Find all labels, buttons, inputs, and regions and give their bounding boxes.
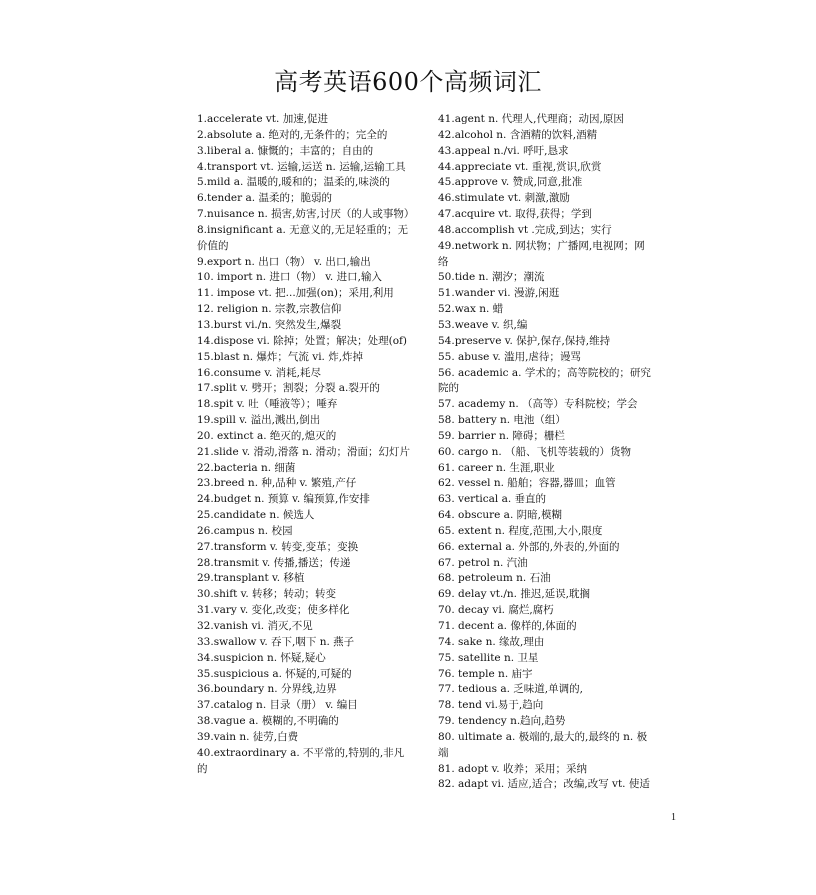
vocab-entry: 77. tedious a. 乏味道,单调的, bbox=[438, 683, 583, 696]
vocab-entry: 71. decent a. 像样的,体面的 bbox=[438, 620, 577, 632]
vocab-entry: 64. obscure a. 阴暗,模糊 bbox=[438, 509, 562, 522]
vocab-entry: 40.extraordinary a. 不平常的,特别的,非凡的 bbox=[197, 746, 405, 775]
vocab-entry: 20. extinct a. 绝灭的,熄灭的 bbox=[197, 429, 337, 442]
vocab-entry: 52.wax n. 蜡 bbox=[438, 303, 504, 316]
vocab-entry: 32.vanish vi. 消灭,不见 bbox=[197, 620, 313, 632]
vocab-entry: 74. sake n. 缘故,理由 bbox=[438, 635, 545, 648]
vocab-entry: 42.alcohol n. 含酒精的饮料,酒精 bbox=[438, 128, 598, 141]
vocab-entry: 29.transplant v. 移植 bbox=[197, 572, 305, 585]
vocab-entry: 5.mild a. 温暖的,暖和的；温柔的,味淡的 bbox=[197, 176, 390, 189]
vocab-entry: 11. impose vt. 把...加强(on)；采用,利用 bbox=[197, 287, 394, 300]
vocab-entry: 25.candidate n. 候选人 bbox=[197, 509, 315, 522]
vocab-entry: 12. religion n. 宗教,宗教信仰 bbox=[197, 303, 342, 316]
vocab-entry: 41.agent n. 代理人,代理商；动因,原因 bbox=[438, 113, 624, 125]
vocab-entry: 19.spill v. 溢出,溅出,倒出 bbox=[197, 414, 321, 427]
vocab-entry: 45.approve v. 赞成,同意,批准 bbox=[438, 176, 583, 189]
vocab-entry: 69. delay vt./n. 推迟,延误,耽搁 bbox=[438, 588, 590, 601]
vocab-entry: 67. petrol n. 汽油 bbox=[438, 556, 528, 569]
vocab-entry: 23.breed n. 种,品种 v. 繁殖,产仔 bbox=[197, 477, 357, 490]
vocab-entry: 27.transform v. 转变,变革；变换 bbox=[197, 540, 359, 553]
vocab-entry: 8.insignificant a. 无意义的,无足轻重的；无价值的 bbox=[197, 223, 408, 252]
vocab-column-right bbox=[438, 112, 653, 793]
vocab-entry: 18.spit v. 吐（唾液等）；唾弃 bbox=[197, 398, 338, 411]
vocab-entry: 34.suspicion n. 怀疑,疑心 bbox=[197, 651, 326, 664]
vocab-entry: 24.budget n. 预算 v. 编预算,作安排 bbox=[197, 493, 370, 506]
vocab-entry: 30.shift v. 转移；转动；转变 bbox=[197, 588, 337, 601]
vocab-entry: 55. abuse v. 滥用,虐待；谩骂 bbox=[438, 350, 581, 363]
vocab-entry: 37.catalog n. 目录（册） v. 编目 bbox=[197, 699, 358, 712]
vocab-entry: 14.dispose vi. 除掉；处置；解决；处理(of) bbox=[197, 334, 408, 347]
vocab-entry: 43.appeal n./vi. 呼吁,恳求 bbox=[438, 144, 569, 157]
vocab-entry: 68. petroleum n. 石油 bbox=[438, 572, 551, 585]
vocab-entry: 31.vary v. 变化,改变；使多样化 bbox=[197, 604, 350, 617]
vocab-entry: 79. tendency n.趋向,趋势 bbox=[438, 715, 566, 728]
vocab-entry: 46.stimulate vt. 刺激,激励 bbox=[438, 192, 570, 205]
vocab-entry: 44.appreciate vt. 重视,赏识,欣赏 bbox=[438, 160, 602, 173]
vocab-entry: 57. academy n. （高等）专科院校；学会 bbox=[438, 398, 638, 411]
vocab-entry: 13.burst vi./n. 突然发生,爆裂 bbox=[197, 318, 342, 331]
vocab-entry: 49.network n. 网状物；广播网,电视网；网络 bbox=[438, 239, 645, 268]
vocab-entry: 47.acquire vt. 取得,获得；学到 bbox=[438, 208, 592, 221]
vocab-entry: 80. ultimate a. 极端的,最大的,最终的 n. 极端 bbox=[438, 730, 648, 759]
page-title: 高考英语600个高频词汇 bbox=[274, 68, 542, 96]
vocab-entry: 65. extent n. 程度,范围,大小,限度 bbox=[438, 524, 603, 537]
vocab-entry: 17.split v. 劈开；割裂；分裂 a.裂开的 bbox=[197, 382, 380, 395]
vocab-entry: 26.campus n. 校园 bbox=[197, 524, 293, 537]
vocab-entry: 66. external a. 外部的,外表的,外面的 bbox=[438, 540, 620, 553]
vocab-entry: 22.bacteria n. 细菌 bbox=[197, 461, 296, 474]
vocab-entry: 3.liberal a. 慷慨的；丰富的；自由的 bbox=[197, 144, 374, 157]
vocab-entry: 15.blast n. 爆炸；气流 vi. 炸,炸掉 bbox=[197, 350, 364, 363]
vocab-entry: 61. career n. 生涯,职业 bbox=[438, 461, 555, 474]
vocab-entry: 4.transport vt. 运输,运送 n. 运输,运输工具 bbox=[197, 160, 406, 173]
vocab-column-left bbox=[197, 112, 415, 777]
vocab-entry: 76. temple n. 庙宇 bbox=[438, 667, 533, 680]
vocab-entry: 39.vain n. 徒劳,白费 bbox=[197, 730, 299, 743]
vocab-entry: 1.accelerate vt. 加速,促进 bbox=[197, 113, 329, 125]
vocab-entry: 21.slide v. 滑动,滑落 n. 滑动；滑面；幻灯片 bbox=[197, 445, 411, 458]
vocab-entry: 54.preserve v. 保护,保存,保持,维持 bbox=[438, 334, 611, 347]
vocab-entry: 38.vague a. 模糊的,不明确的 bbox=[197, 715, 339, 728]
vocab-entry: 63. vertical a. 垂直的 bbox=[438, 493, 547, 506]
vocab-entry: 16.consume v. 消耗,耗尽 bbox=[197, 366, 322, 379]
vocab-entry: 36.boundary n. 分界线,边界 bbox=[197, 683, 337, 696]
vocab-entry: 7.nuisance n. 损害,妨害,讨厌（的人或事物） bbox=[197, 208, 415, 221]
vocab-entry: 51.wander vi. 漫游,闲逛 bbox=[438, 287, 560, 300]
vocab-entry: 9.export n. 出口（物） v. 出口,输出 bbox=[197, 255, 371, 268]
vocab-entry: 59. barrier n. 障碍；栅栏 bbox=[438, 429, 565, 442]
vocab-entry: 81. adopt v. 收养；采用；采纳 bbox=[438, 762, 587, 775]
vocab-entry: 10. import n. 进口（物） v. 进口,输入 bbox=[197, 271, 382, 284]
vocab-entry: 48.accomplish vt .完成,到达；实行 bbox=[438, 223, 612, 236]
vocab-entry: 60. cargo n. （船、飞机等装载的）货物 bbox=[438, 445, 632, 458]
vocab-entry: 62. vessel n. 船舶；容器,器皿；血管 bbox=[438, 477, 616, 490]
vocab-entry: 6.tender a. 温柔的；脆弱的 bbox=[197, 192, 332, 205]
vocab-entry: 58. battery n. 电池（组） bbox=[438, 414, 566, 427]
vocab-entry: 70. decay vi. 腐烂,腐朽 bbox=[438, 604, 554, 617]
vocab-entry: 35.suspicious a. 怀疑的,可疑的 bbox=[197, 667, 352, 680]
page-number: 1 bbox=[671, 812, 676, 823]
vocab-entry: 50.tide n. 潮汐；潮流 bbox=[438, 271, 545, 284]
vocab-entry: 53.weave v. 织,编 bbox=[438, 318, 528, 331]
vocab-entry: 78. tend vi.易于,趋向 bbox=[438, 699, 544, 712]
vocab-entry: 82. adapt vi. 适应,适合；改编,改写 vt. 使适 bbox=[438, 778, 650, 791]
vocab-entry: 33.swallow v. 吞下,咽下 n. 燕子 bbox=[197, 635, 355, 648]
vocab-entry: 2.absolute a. 绝对的,无条件的；完全的 bbox=[197, 128, 388, 141]
vocab-entry: 56. academic a. 学术的；高等院校的；研究院的 bbox=[438, 366, 651, 395]
vocab-entry: 75. satellite n. 卫星 bbox=[438, 651, 539, 664]
vocab-entry: 28.transmit v. 传播,播送；传递 bbox=[197, 556, 351, 569]
